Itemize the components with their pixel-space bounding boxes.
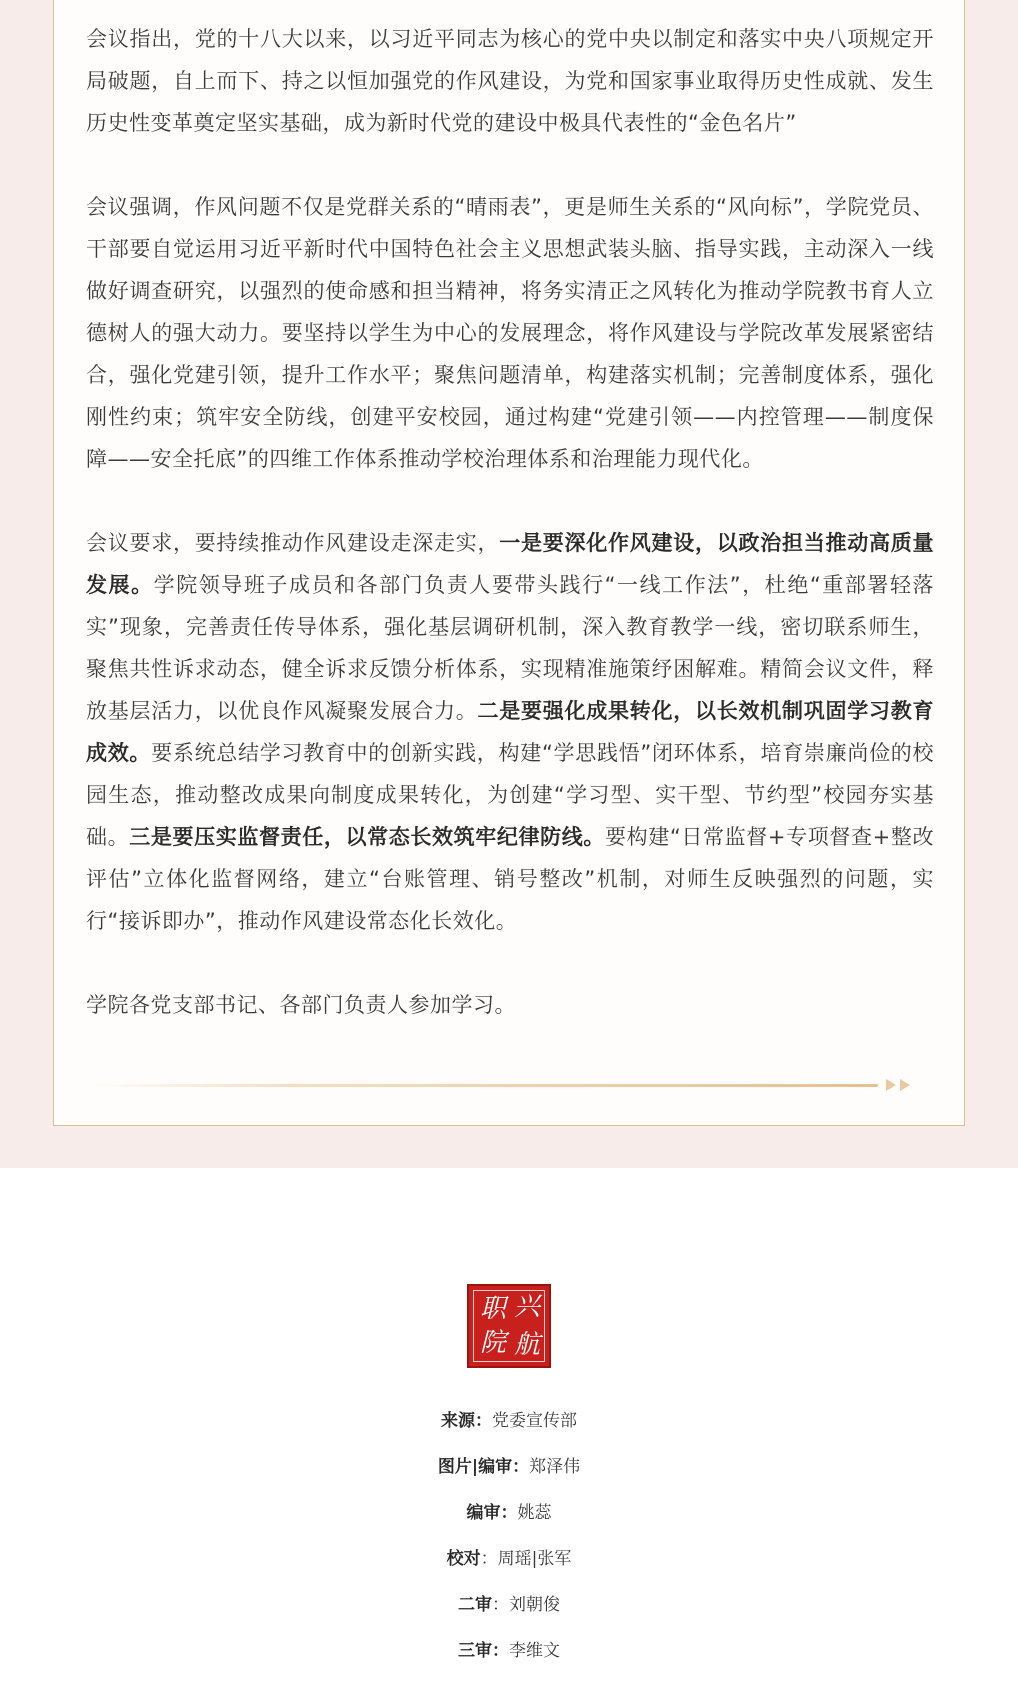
credit-photo-editor — [0, 1444, 1018, 1490]
credit-second-review — [0, 1582, 1018, 1628]
requirement-three-heading: 三是要压实监督责任，以常态长效筑牢纪律防线。 — [129, 825, 606, 849]
credit-value: 郑泽伟 — [529, 1457, 581, 1477]
article-card — [53, 0, 965, 1126]
article-body — [86, 18, 934, 1068]
double-play-arrow-icon — [886, 1079, 896, 1091]
requirement-one-text: 学院领导班子成员和各部门负责人要带头践行“一线工作法”，杜绝“重部署轻落实”现象，完善责任传导体系，强化基层调研机制，深入教育教学一线，密切联系师生，聚焦共性诉求动态，健全诉求反馈分析体系，实现精准施策纾困解难。精简会议文件，释放基层活力，以优良作风凝聚发展合力。 — [86, 573, 935, 723]
credit-label: 来源： — [441, 1411, 492, 1431]
paragraph-meeting-points: 会议指出，党的十八大以来，以习近平同志为核心的党中央以制定和落实中央八项规定开局破题，自上而下、持之以恒加强党的作风建设，为党和国家事业取得历史性成就、发生历史性变革奠定坚实基础，成为新时代党的建设中极具代表性的“金色名片” — [86, 27, 934, 135]
paragraph-meeting-emphasis: 会议强调，作风问题不仅是党群关系的“晴雨表”，更是师生关系的“风向标”，学院党员、干部要自觉运用习近平新时代中国特色社会主义思想武装头脑、指导实践，主动深入一线做好调查研究，以强烈的使命感和担当精神，将务实清正之风转化为推动学院教书育人立德树人的强大动力。要坚持以学生为中心的发展理念，将作风建设与学院改革发展紧密结合，强化党建引领，提升工作水平；聚焦问题清单，构建落实机制；完善制度体系，强化刚性约束；筑牢安全防线，创建平安校园，通过构建“党建引领——内控管理——制度保障——安全托底”的四维工作体系推动学校治理体系和治理能力现代化。 — [86, 195, 934, 471]
credit-value: ：周瑶|张军 — [480, 1549, 572, 1569]
article-credits — [0, 1398, 1018, 1674]
credit-source — [0, 1398, 1018, 1444]
college-seal-logo — [467, 1284, 551, 1368]
divider-gradient-line — [86, 1084, 878, 1087]
credit-label: 校对 — [446, 1549, 481, 1569]
paragraph-attendees: 学院各党支部书记、各部门负责人参加学习。 — [86, 993, 516, 1017]
credit-value: 党委宣传部 — [492, 1411, 577, 1431]
credit-value: ：刘朝俊 — [492, 1595, 560, 1615]
section-divider — [86, 1078, 934, 1092]
credit-label: 图片|编审： — [437, 1457, 530, 1477]
paragraph-meeting-requirements — [86, 522, 934, 942]
requirements-intro: 会议要求，要持续推动作风建设走深走实， — [86, 531, 500, 555]
credit-label: 三审： — [458, 1641, 509, 1661]
credit-third-review — [0, 1628, 1018, 1674]
seal-char: 航 — [513, 1330, 540, 1360]
seal-char: 院 — [479, 1328, 506, 1358]
credit-label: 编审： — [466, 1503, 518, 1523]
credit-value: 姚蕊 — [517, 1503, 552, 1523]
requirement-one-heading: 一是要深化作风建设，以政治担当推动高质量发展。 — [86, 531, 934, 597]
requirement-two-heading: 二是要强化成果转化，以长效机制巩固学习教育成效。 — [86, 699, 934, 765]
credit-proofreader — [0, 1536, 1018, 1582]
requirement-three-text: 要构建“日常监督+专项督查+整改评估”立体化监督网络，建立“台账管理、销号整改”机制，对师生反映强烈的问题，实行“接诉即办”，推动作风建设常态化长效化。 — [86, 825, 935, 933]
credit-value: 李维文 — [509, 1641, 560, 1661]
seal-char: 职 — [479, 1294, 506, 1324]
credit-label: 二审 — [458, 1595, 492, 1615]
seal-char: 兴 — [513, 1292, 540, 1322]
double-play-arrow-icon — [900, 1079, 910, 1091]
credit-editor — [0, 1490, 1018, 1536]
requirement-two-text: 要系统总结学习教育中的创新实践，构建“学思践悟”闭环体系，培育崇廉尚俭的校园生态，推动整改成果向制度成果转化，为创建“学习型、实干型、节约型”校园夯实基础。 — [86, 741, 934, 849]
